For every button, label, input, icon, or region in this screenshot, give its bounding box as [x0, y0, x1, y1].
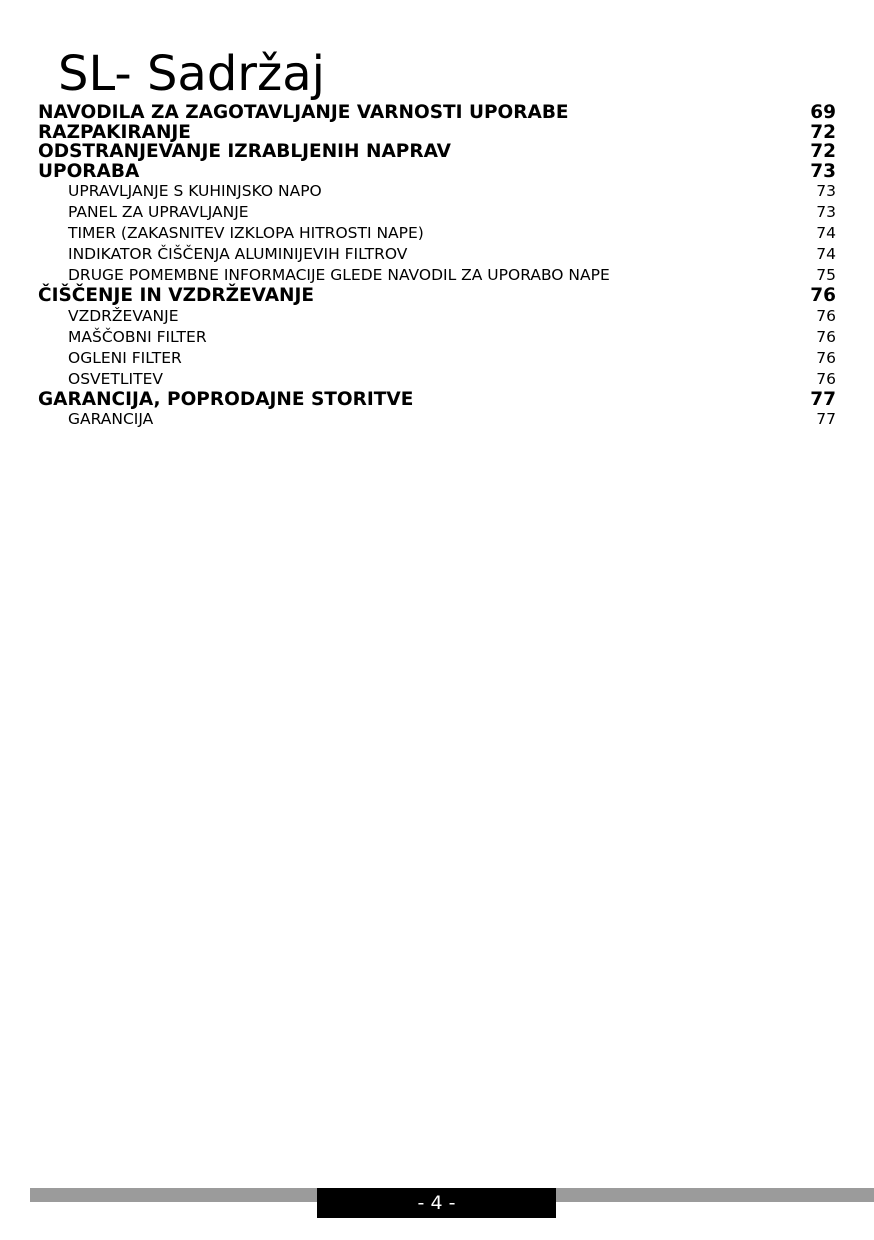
toc-entry-page: 74: [816, 245, 836, 263]
toc-subsection: [38, 306, 836, 327]
toc-entry-page: 76: [816, 306, 836, 325]
toc-entry-page: 72: [810, 141, 836, 162]
toc-section: [38, 390, 836, 410]
toc-section: [38, 123, 836, 143]
toc-entry-label: VZDRŽEVANJE: [68, 306, 179, 325]
toc-subsection: [38, 181, 836, 202]
toc-section: [38, 162, 836, 182]
toc-entry-label: INDIKATOR ČIŠČENJA ALUMINIJEVIH FILTROV: [68, 245, 408, 263]
toc-entry-page: 76: [816, 369, 836, 388]
toc-entry-label: MAŠČOBNI FILTER: [68, 327, 207, 346]
toc-entry-page: 76: [816, 348, 836, 367]
toc-subsection: [38, 409, 836, 430]
toc-entry-page: 69: [810, 102, 836, 123]
toc-subsection: [38, 369, 836, 390]
toc-subsection: [38, 265, 836, 286]
toc-entry-label: ODSTRANJEVANJE IZRABLJENIH NAPRAV: [38, 141, 451, 162]
toc-entry-label: OGLENI FILTER: [68, 348, 182, 367]
toc-entry-page: 77: [810, 388, 836, 410]
toc-section: [38, 103, 836, 123]
table-of-contents: [38, 103, 836, 430]
toc-entry-label: ČIŠČENJE IN VZDRŽEVANJE: [38, 285, 315, 306]
toc-entry-label: UPRAVLJANJE S KUHINJSKO NAPO: [68, 182, 322, 200]
toc-subsection: [38, 202, 836, 223]
toc-entry-page: 76: [810, 285, 836, 306]
toc-entry-label: NAVODILA ZA ZAGOTAVLJANJE VARNOSTI UPORABE: [38, 102, 569, 123]
toc-subsection: [38, 327, 836, 348]
toc-section: [38, 286, 836, 306]
toc-entry-page: 73: [816, 203, 836, 221]
toc-entry-page: 74: [816, 224, 836, 242]
toc-entry-label: TIMER (ZAKASNITEV IZKLOPA HITROSTI NAPE): [68, 224, 424, 242]
toc-entry-page: 73: [810, 160, 836, 182]
toc-subsection: [38, 223, 836, 244]
toc-entry-page: 76: [816, 327, 836, 346]
toc-section: [38, 142, 836, 162]
page-number: - 4 -: [317, 1188, 556, 1218]
toc-entry-page: 77: [816, 410, 836, 428]
toc-entry-label: OSVETLITEV: [68, 369, 163, 388]
toc-entry-label: RAZPAKIRANJE: [38, 121, 191, 143]
toc-subsection: [38, 348, 836, 369]
toc-entry-label: GARANCIJA: [68, 410, 154, 428]
toc-entry-page: 73: [816, 182, 836, 200]
toc-entry-label: UPORABA: [38, 160, 140, 182]
toc-entry-page: 72: [810, 121, 836, 143]
page-title: SL- Sadržaj: [58, 46, 325, 102]
toc-entry-label: PANEL ZA UPRAVLJANJE: [68, 203, 249, 221]
toc-subsection: [38, 244, 836, 265]
toc-entry-label: GARANCIJA, POPRODAJNE STORITVE: [38, 388, 414, 410]
toc-entry-page: 75: [816, 266, 836, 284]
toc-entry-label: DRUGE POMEMBNE INFORMACIJE GLEDE NAVODIL ZA UPORABO NAPE: [68, 266, 610, 284]
